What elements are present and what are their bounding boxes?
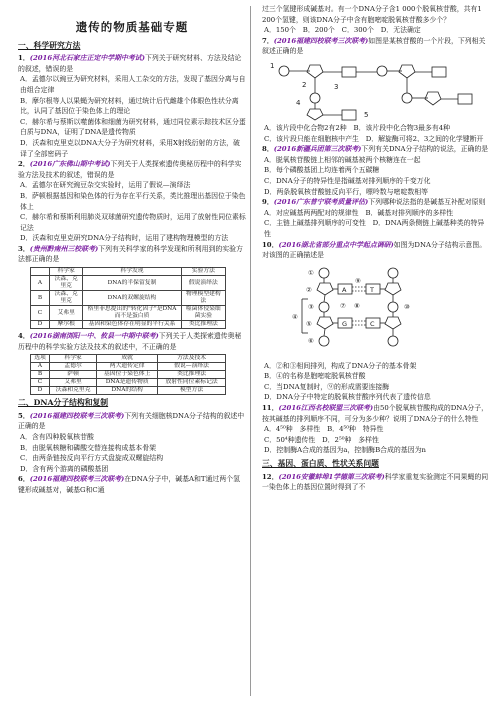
fig-label: ② [306, 285, 312, 294]
fig-label: 5 [364, 110, 369, 119]
question-stem: 由50个脱氧核苷酸构成的DNA分子，按其碱基的排列顺序不同，可分为多少种？说明了DNA分子的什么特性 [262, 404, 488, 423]
dna-structure-figure [262, 263, 490, 359]
option-c: C．DNA分子的特异性是指碱基对排列顺序的千变万化 [264, 176, 431, 185]
option-a: A．孟德尔在研究豌豆杂交实验时，运用了假说—演绎法 [20, 181, 191, 190]
column-divider [250, 6, 251, 696]
question-stem: 如图是某核苷酸的一个片段，下列相关叙述正确的是 [262, 36, 486, 56]
fig-label: ⑥ [308, 336, 314, 345]
table-header-cell: 科学发现 [83, 268, 181, 276]
question-stem: 下列哪种说法指的是碱基互补配对原则 [368, 198, 486, 207]
question-3 [18, 244, 246, 329]
question-number: 11． [262, 404, 279, 413]
table-cell: 沃森和克里克 [50, 387, 97, 395]
table-header-cell [31, 268, 50, 276]
option-b: B．每个磷酸基团上均连着两个五碳糖 [264, 166, 380, 175]
question-stem: 在DNA分子中，碱基A和T通过两个氢键形成碱基对，碱基G和C通 [18, 475, 240, 494]
table-cell: 模型方法 [158, 387, 226, 395]
question-stem: 下列关于人类探索遗传奥秘历程中的科学实验方法及技术的叙述，错误的是 [18, 160, 242, 179]
table-cell: 噬菌体侵染细菌实验 [181, 306, 225, 321]
base-label: C [370, 319, 375, 328]
table-cell: DNA是遗传物质 [97, 379, 158, 387]
table-header-cell: 选项 [31, 355, 50, 363]
question-number: 12． [262, 472, 279, 481]
table-cell: D [31, 387, 50, 395]
q3-table [30, 267, 226, 329]
base-label: G [342, 319, 348, 328]
question-12 [262, 472, 490, 493]
page-title: 遗传的物质基础专题 [75, 20, 189, 34]
section-heading: 二、DNA分子结构和复制 [18, 398, 109, 408]
question-6-continued [262, 4, 490, 36]
option-d: D．DNA分子中特定的脱氧核苷酸序列代表了遗传信息 [264, 393, 431, 402]
question-number: 8． [262, 145, 274, 154]
base-label: A [342, 285, 347, 294]
fig-label: ⑧ [354, 301, 360, 310]
nucleotide-figure [262, 59, 490, 121]
question-2 [18, 159, 246, 244]
question-stem-continued: 过三个氢键形成碱基对。有一个DNA分子含1 000个脱氧核苷酸，共有1 200个氢键，则该DNA分子中含有胞嘧啶脱氧核苷酸多少个？ [262, 5, 482, 24]
option-b: B．④的名称是胞嘧啶脱氧核苷酸 [264, 372, 366, 381]
question-number: 1． [18, 54, 30, 63]
question-number: 4． [18, 332, 30, 341]
option-a: A．孟德尔以豌豆为研究材料，采用人工杂交的方法，发现了基因分离与自由组合定律 [20, 75, 246, 94]
table-cell: 假说演绎法 [181, 276, 225, 291]
fig-label: 2 [302, 80, 307, 89]
table-cell: 物理模型建构法 [181, 291, 225, 306]
table-row [31, 371, 226, 379]
question-source: (2016广东普宁联考质量评估) [273, 198, 369, 207]
table-cell: 沃森、克里克 [50, 291, 83, 306]
question-source: (2016安徽蚌埠1学德第三次联考) [278, 472, 385, 481]
question-10 [262, 240, 490, 404]
question-stem: 下列关于人类探索遗传奥秘历程中的科学实验方法及技术的叙述中，不正确的是 [18, 332, 242, 351]
question-9 [262, 197, 490, 239]
option-b: B．萨顿根据基因和染色体的行为存在平行关系，类比推理出基因位于染色体上 [20, 191, 246, 211]
question-source: (2016河北石家庄正定中学期中考试) [29, 54, 145, 63]
options-row: C．主链上碱基排列顺序的可变性 D．DNA两条侧链上碱基种类的特异性 [264, 219, 485, 238]
table-cell: C [31, 379, 50, 387]
question-5 [18, 411, 246, 475]
fig-label: ① [308, 268, 314, 277]
table-row [31, 306, 226, 321]
table-row [31, 387, 226, 395]
table-row [31, 276, 226, 291]
table-cell: DNA的半保留复制 [83, 276, 181, 291]
table-header-cell: 科学家 [50, 355, 97, 363]
dna-structure-diagram [262, 263, 490, 359]
table-cell: 两大遗传定律 [97, 363, 158, 371]
question-number: 6． [18, 475, 30, 484]
table-cell: DNA的结构 [97, 387, 158, 395]
question-stem: 下列有关细胞核DNA分子结构的叙述中正确的是 [18, 411, 245, 431]
table-header-cell: 方法及技术 [158, 355, 226, 363]
option-d: D．沃森和克里克以DNA大分子为研究材料，采用X射线衍射的方法，破译了全部密码子 [20, 138, 240, 158]
fig-label: ⑦ [340, 301, 346, 310]
options-row: A．150个 B．200个 C．300个 D．无法确定 [264, 26, 421, 35]
question-number: 2． [18, 160, 30, 169]
question-source: (贵州黔南州三校联考) [29, 244, 99, 253]
question-number: 10． [262, 240, 279, 249]
table-cell: 格里菲思提出的"转化因子"是DNA而不是蛋白质 [83, 306, 181, 321]
fig-label: 4 [296, 98, 301, 107]
question-source: (2016湖北省部分重点中学起点调研) [278, 240, 394, 249]
question-stem: 科学家重复实验测定不同果蝇的同一染色体上的基因位置时得到了不 [262, 472, 489, 492]
table-cell: 摩尔根 [50, 321, 83, 329]
fig-label: ⑩ [404, 302, 410, 311]
fig-label: ⑨ [355, 276, 361, 285]
question-stem: 下列关于研究材料、方法及结论的叙述，错误的是 [18, 54, 242, 73]
question-source: (2016江西名校联盟三次联考) [278, 404, 374, 413]
question-4 [18, 331, 246, 395]
question-source: (2016湖南浏阳一中、攸县一中期中联考) [29, 332, 159, 341]
question-stem: 下列有关科学家的科学发现和所利用到的实验方法都正确的是 [18, 244, 243, 264]
fig-label: 1 [270, 61, 275, 70]
question-source: (2016福建四校联考三次联考) [29, 475, 125, 484]
table-cell: B [31, 291, 50, 306]
question-stem: 如图为DNA分子结构示意图。对该图的正确描述是 [262, 240, 487, 260]
table-header-cell: 实验方法 [181, 268, 225, 276]
table-cell: 萨顿 [50, 371, 97, 379]
table-cell: 沃森、克里克 [50, 276, 83, 291]
question-number: 3． [18, 244, 30, 253]
q4-table [30, 354, 226, 395]
table-cell: A [31, 363, 50, 371]
question-source: (2016福建四校联考三次联考) [273, 36, 369, 45]
question-1 [18, 53, 246, 159]
option-a: A．②和③相间排列，构成了DNA分子的基本骨架 [264, 361, 417, 370]
option-b: B．摩尔根等人以果蝇为研究材料，通过统计后代雌雄个体眼色性状分离比，认同了基因位于染色体上的理论 [20, 96, 239, 116]
question-7 [262, 36, 490, 144]
section-heading: 一、科学研究方法 [18, 40, 81, 50]
table-row [31, 321, 226, 329]
question-6 [18, 474, 246, 495]
table-cell: D [31, 321, 50, 329]
table-row [31, 291, 226, 306]
table-cell: 放射性同位素标记法 [158, 379, 226, 387]
table-row [31, 363, 226, 371]
fig-label: 3 [334, 82, 339, 91]
options-row: A．该片段中化合物2有2种 B．该片段中化合物3最多有4种 [264, 123, 451, 132]
table-cell: 孟德尔 [50, 363, 97, 371]
question-8 [262, 144, 490, 197]
table-cell: 类比推理法 [181, 321, 225, 329]
table-header-cell: 成就 [97, 355, 158, 363]
options-row: C．50⁴种遗传性 D．2⁵⁰种 多样性 [264, 435, 379, 444]
option-c: C．赫尔希与蔡斯以噬菌体和细菌为研究材料，通过同位素示踪技术区分蛋白质与DNA，证明了DNA是遗传物质 [20, 117, 246, 137]
table-cell: 假说—演绎法 [158, 363, 226, 371]
question-stem: 下列有关DNA分子结构的说法，正确的是 [361, 145, 489, 154]
table-cell: 艾弗里 [50, 379, 97, 387]
fig-label: ③ [308, 302, 314, 311]
table-header-cell: 科学家 [50, 268, 83, 276]
question-number: 9． [262, 198, 274, 207]
options-row: C．该片段只能在细胞核中产生 D．解旋酶可将2、3之间的化学键断开 [264, 134, 484, 143]
fig-label: ④ [292, 312, 298, 321]
section-heading: 三、基因、蛋白质、性状关系问题 [262, 459, 379, 469]
table-cell: A [31, 276, 50, 291]
option-b: B．由脱氧核糖和磷酸交替连接构成基本骨架 [20, 443, 156, 452]
question-source: (2016新疆兵团第三次联考) [273, 145, 362, 154]
table-cell: 类比推理法 [158, 371, 226, 379]
question-number: 5． [18, 411, 30, 420]
nucleotide-diagram [262, 59, 490, 121]
option-c: C．当DNA复制时，⑨的形成需要连接酶 [264, 382, 390, 391]
options-row: A．4⁵⁰种 多样性 B．4⁵⁰种 特异性 [264, 425, 384, 434]
option-d: D．沃森和克里克研究DNA分子结构时，运用了建构物理模型的方法 [20, 234, 229, 243]
option-c: C．赫尔希和蔡斯利用肺炎双球菌研究遗传物质时，运用了放射性同位素标记法 [20, 213, 246, 232]
question-number: 7． [262, 36, 274, 45]
question-source: (2016福建四校联考三次联考) [29, 411, 125, 420]
base-label: T [370, 285, 374, 294]
table-cell: 基因位于染色体上 [97, 371, 158, 379]
table-cell: DNA的双螺旋结构 [83, 291, 181, 306]
option-a: A．脱氧核苷酸链上相邻的碱基被两个核糖连在一起 [264, 155, 421, 164]
table-cell: C [31, 306, 50, 321]
question-source: (2016广东佛山期中考试) [29, 160, 111, 169]
option-c: C．由两条链按反向平行方式盘旋成双螺旋结构 [20, 454, 164, 463]
table-row [31, 379, 226, 387]
options-row: A．对应碱基两两配对的规律性 B．碱基对排列顺序的多样性 [264, 208, 454, 217]
option-d: D．含有两个游离的磷酸基团 [20, 464, 109, 473]
table-cell: B [31, 371, 50, 379]
options-row: D．控制酶A合成的基因为a，控制酶B合成的基因为n [264, 446, 426, 455]
option-a: A．含有四种脱氧核苷酸 [20, 433, 94, 442]
option-d: D．两条脱氧核苷酸链反向平行，嘌呤数与嘧啶数相等 [264, 187, 429, 196]
right-column [262, 4, 490, 493]
question-11 [262, 403, 490, 456]
fig-label: ⑤ [306, 319, 312, 328]
table-cell: 艾弗里 [50, 306, 83, 321]
table-cell: 基因和染色体存在明显的平行关系 [83, 321, 181, 329]
left-column [18, 22, 246, 496]
